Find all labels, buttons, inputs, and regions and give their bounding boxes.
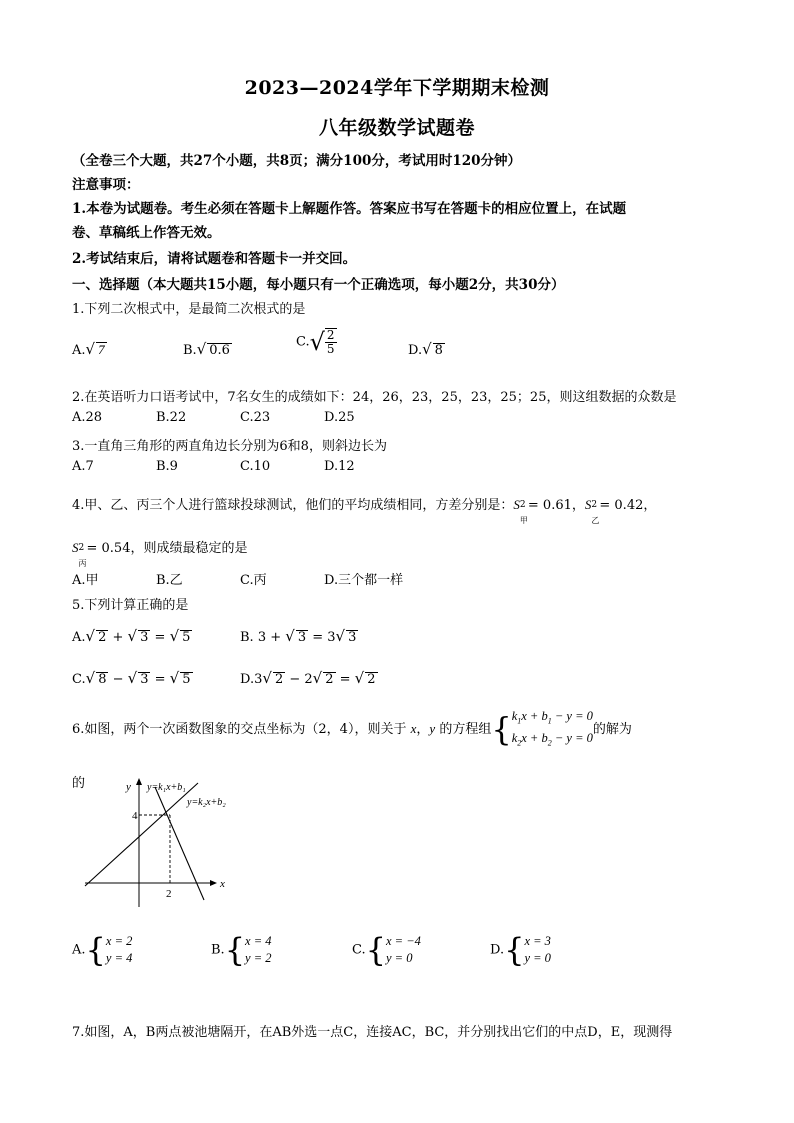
q3-stem: 3.一直角三角形的两直角边长分别为6和8，则斜边长为 [72,439,387,454]
note-1-line-1: 1.本卷为试题卷。考生必须在答题卡上解题作答。答案应书写在答题卡的相应位置上，在试题 [72,201,627,217]
q6-option-d: D.{x = 3 y = 0 [490,931,551,969]
notes-heading: 注意事项： [72,177,140,193]
q6-stem-cont: 的 [72,776,86,791]
q7-stem: 7.如图，A，B两点被池塘隔开，在AB外选一点C，连接AC，BC，并分别找出它们的中点D，E，现测得 [72,1025,673,1040]
q1-option-a: A.√ 7 [72,340,105,358]
q2-option-d: D.25 [324,410,355,425]
q6-option-a: A.{x = 2 y = 4 [72,931,133,969]
q4-stem: 4.甲、乙、丙三个人进行篮球投球测试，他们的平均成绩相同，方差分别是：S 2 甲 = 0.61，S 2 乙 = 0.42， [72,497,657,525]
q1-option-d: D.√ 8 [408,340,443,358]
q1-stem: 1.下列二次根式中，是最简二次根式的是 [72,302,306,317]
q3-option-a: A.7 [72,459,94,474]
q6-stem: 6.如图，两个一次函数图象的交点坐标为（2，4），则关于 x，y 的方程组{$k_1x + b_1 - y = 0$ $k_2x + b_2 - y = 0$的解为 [72,709,632,749]
exam-subtitle: 八年级数学试题卷 [318,117,475,139]
q1-option-c: C.√ $\frac{2}{5}$ [296,328,335,356]
q2-option-c: C.23 [240,410,271,425]
section-1-heading: 一、选择题（本大题共15小题，每小题只有一个正确选项，每小题2分，共30分） [72,277,565,293]
line-2-label: y=k₂x+b₂ [187,797,226,808]
tick-x-2: 2 [166,888,172,900]
q1-option-b: B.√ 0.6 [183,340,230,358]
x-axis-arrow [210,880,217,886]
q2-option-a: A.28 [72,410,103,425]
q4-option-a: A.甲 [72,573,99,588]
q3-option-d: D.12 [324,459,355,474]
q3-option-b: B.9 [156,459,178,474]
q5-option-b: B. 3 + √ 3 = 3√ 3 [240,627,357,645]
q3-option-c: C.10 [240,459,271,474]
note-1-line-2: 卷、草稿纸上作答无效。 [72,225,221,241]
y-axis-label: y [126,781,131,793]
q4-option-c: C.丙 [240,573,267,588]
q5-option-c: C.√ 8 − √ 3 = √ 5 [72,669,191,687]
q5-option-d: D.3√ 2 − 2√ 2 = √ 2 [240,669,376,687]
tick-y-4: 4 [132,810,138,822]
q5-stem: 5.下列计算正确的是 [72,598,189,613]
q6-graph [80,775,250,910]
q2-option-b: B.22 [156,410,187,425]
y-axis-arrow [136,778,142,785]
x-axis-label: x [220,878,225,890]
line-1-label: y=k₁x+b₁ [147,782,186,793]
q2-stem: 2.在英语听力口语考试中，7名女生的成绩如下：24，26，23，25，23，25；25，则这组数据的众数是 [72,390,677,405]
note-2: 2.考试结束后，请将试题卷和答题卡一并交回。 [72,251,357,267]
q4-stem-cont: S 2 丙 = 0.54，则成绩最稳定的是 [72,540,248,568]
q5-option-a: A.√ 2 + √ 3 = √ 5 [72,627,191,645]
q6-option-b: B.{x = 4 y = 2 [211,931,272,969]
q6-option-c: C.{x = −4 y = 0 [352,931,421,969]
q4-option-d: D.三个都一样 [324,573,404,588]
exam-info: （全卷三个大题，共27个小题，共8页；满分100分，考试用时120分钟） [72,153,522,169]
q4-option-b: B.乙 [156,573,183,588]
line-1 [85,783,198,886]
exam-title: 2023—2024学年下学期期末检测 [244,77,550,99]
